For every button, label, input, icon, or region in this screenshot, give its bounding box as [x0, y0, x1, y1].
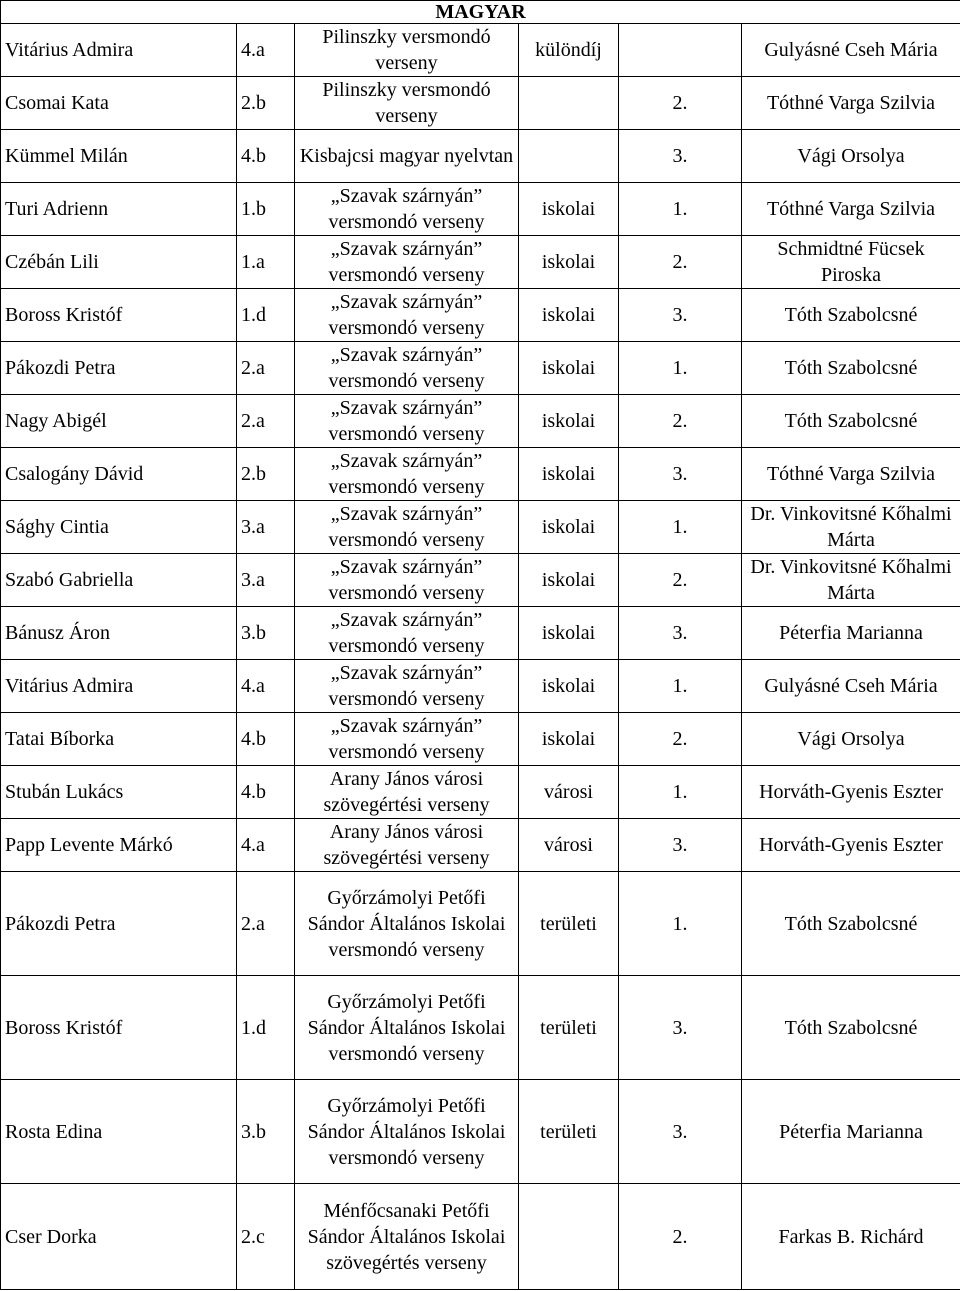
- place-cell: 2.: [619, 395, 742, 448]
- student-name: Turi Adrienn: [1, 183, 237, 236]
- table-row: [1, 448, 960, 501]
- student-name: Stubán Lukács: [1, 766, 237, 819]
- student-name: Cser Dorka: [1, 1184, 237, 1290]
- table-row: [1, 554, 960, 607]
- level-cell: iskolai: [519, 660, 619, 713]
- teacher-cell: Tóth Szabolcsné: [742, 872, 960, 976]
- competition-cell: Ménfőcsanaki Petőfi Sándor Általános Iskolai szövegértés verseny: [295, 1184, 519, 1290]
- teacher-cell: Tóth Szabolcsné: [742, 289, 960, 342]
- place-cell: [619, 24, 742, 77]
- level-cell: iskolai: [519, 236, 619, 289]
- section-title: MAGYAR: [1, 1, 960, 24]
- class-cell: 1.d: [237, 976, 295, 1080]
- place-cell: 1.: [619, 342, 742, 395]
- competition-cell: „Szavak szárnyán” versmondó verseny: [295, 554, 519, 607]
- student-name: Pákozdi Petra: [1, 872, 237, 976]
- table-row: [1, 77, 960, 130]
- table-row: [1, 395, 960, 448]
- class-cell: 2.c: [237, 1184, 295, 1290]
- place-cell: 2.: [619, 554, 742, 607]
- level-cell: [519, 1184, 619, 1290]
- place-cell: 3.: [619, 607, 742, 660]
- teacher-cell: Tóthné Varga Szilvia: [742, 183, 960, 236]
- level-cell: [519, 77, 619, 130]
- level-cell: iskolai: [519, 448, 619, 501]
- class-cell: 1.d: [237, 289, 295, 342]
- competition-cell: „Szavak szárnyán” versmondó verseny: [295, 448, 519, 501]
- table-row: [1, 130, 960, 183]
- table-row: [1, 501, 960, 554]
- class-cell: 4.a: [237, 819, 295, 872]
- class-cell: 4.a: [237, 24, 295, 77]
- competition-cell: Győrzámolyi Petőfi Sándor Általános Iskolai versmondó verseny: [295, 872, 519, 976]
- competition-cell: „Szavak szárnyán” versmondó verseny: [295, 501, 519, 554]
- class-cell: 4.b: [237, 766, 295, 819]
- table-row: [1, 713, 960, 766]
- teacher-cell: Farkas B. Richárd: [742, 1184, 960, 1290]
- competition-cell: „Szavak szárnyán” versmondó verseny: [295, 660, 519, 713]
- table-row: [1, 236, 960, 289]
- place-cell: 2.: [619, 1184, 742, 1290]
- place-cell: 3.: [619, 1080, 742, 1184]
- place-cell: 1.: [619, 660, 742, 713]
- teacher-cell: Péterfia Marianna: [742, 607, 960, 660]
- table-row: [1, 183, 960, 236]
- level-cell: városi: [519, 766, 619, 819]
- level-cell: iskolai: [519, 395, 619, 448]
- table-row: [1, 289, 960, 342]
- class-cell: 2.a: [237, 872, 295, 976]
- teacher-cell: Tóth Szabolcsné: [742, 342, 960, 395]
- class-cell: 3.a: [237, 554, 295, 607]
- teacher-cell: Péterfia Marianna: [742, 1080, 960, 1184]
- place-cell: 1.: [619, 183, 742, 236]
- competition-cell: Győrzámolyi Petőfi Sándor Általános Iskolai versmondó verseny: [295, 976, 519, 1080]
- place-cell: 3.: [619, 448, 742, 501]
- place-cell: 1.: [619, 501, 742, 554]
- student-name: Rosta Edina: [1, 1080, 237, 1184]
- student-name: Sághy Cintia: [1, 501, 237, 554]
- class-cell: 1.b: [237, 183, 295, 236]
- level-cell: területi: [519, 872, 619, 976]
- table-row: [1, 819, 960, 872]
- place-cell: 3.: [619, 289, 742, 342]
- level-cell: iskolai: [519, 183, 619, 236]
- class-cell: 1.a: [237, 236, 295, 289]
- table-body: [1, 1, 960, 1290]
- student-name: Nagy Abigél: [1, 395, 237, 448]
- table-row: [1, 342, 960, 395]
- teacher-cell: Schmidtné Fücsek Piroska: [742, 236, 960, 289]
- teacher-cell: Tóthné Varga Szilvia: [742, 448, 960, 501]
- level-cell: iskolai: [519, 607, 619, 660]
- table-row: [1, 872, 960, 976]
- table-row: [1, 976, 960, 1080]
- student-name: Boross Kristóf: [1, 976, 237, 1080]
- section-header-row: [1, 1, 960, 24]
- level-cell: iskolai: [519, 554, 619, 607]
- level-cell: iskolai: [519, 501, 619, 554]
- competition-cell: „Szavak szárnyán” versmondó verseny: [295, 342, 519, 395]
- student-name: Pákozdi Petra: [1, 342, 237, 395]
- class-cell: 3.b: [237, 607, 295, 660]
- competition-cell: Pilinszky versmondó verseny: [295, 77, 519, 130]
- level-cell: különdíj: [519, 24, 619, 77]
- place-cell: 3.: [619, 130, 742, 183]
- competition-cell: „Szavak szárnyán” versmondó verseny: [295, 607, 519, 660]
- table-row: [1, 660, 960, 713]
- student-name: Csalogány Dávid: [1, 448, 237, 501]
- table-row: [1, 607, 960, 660]
- competition-cell: „Szavak szárnyán” versmondó verseny: [295, 395, 519, 448]
- student-name: Tatai Bíborka: [1, 713, 237, 766]
- competition-cell: Győrzámolyi Petőfi Sándor Általános Iskolai versmondó verseny: [295, 1080, 519, 1184]
- teacher-cell: Dr. Vinkovitsné Kőhalmi Márta: [742, 554, 960, 607]
- place-cell: 3.: [619, 976, 742, 1080]
- table-row: [1, 1184, 960, 1290]
- student-name: Csomai Kata: [1, 77, 237, 130]
- level-cell: iskolai: [519, 342, 619, 395]
- class-cell: 4.b: [237, 130, 295, 183]
- class-cell: 4.b: [237, 713, 295, 766]
- student-name: Kümmel Milán: [1, 130, 237, 183]
- level-cell: iskolai: [519, 713, 619, 766]
- class-cell: 3.b: [237, 1080, 295, 1184]
- competition-cell: Arany János városi szövegértési verseny: [295, 819, 519, 872]
- teacher-cell: Horváth-Gyenis Eszter: [742, 766, 960, 819]
- table-row: [1, 1080, 960, 1184]
- level-cell: iskolai: [519, 289, 619, 342]
- place-cell: 3.: [619, 819, 742, 872]
- student-name: Vitárius Admira: [1, 660, 237, 713]
- place-cell: 2.: [619, 77, 742, 130]
- teacher-cell: Vági Orsolya: [742, 713, 960, 766]
- competition-cell: „Szavak szárnyán” versmondó verseny: [295, 236, 519, 289]
- competition-cell: „Szavak szárnyán” versmondó verseny: [295, 713, 519, 766]
- student-name: Szabó Gabriella: [1, 554, 237, 607]
- teacher-cell: Tóth Szabolcsné: [742, 976, 960, 1080]
- level-cell: városi: [519, 819, 619, 872]
- student-name: Vitárius Admira: [1, 24, 237, 77]
- table-row: [1, 766, 960, 819]
- teacher-cell: Horváth-Gyenis Eszter: [742, 819, 960, 872]
- place-cell: 2.: [619, 713, 742, 766]
- competition-cell: „Szavak szárnyán” versmondó verseny: [295, 183, 519, 236]
- teacher-cell: Tóth Szabolcsné: [742, 395, 960, 448]
- teacher-cell: Dr. Vinkovitsné Kőhalmi Márta: [742, 501, 960, 554]
- student-name: Papp Levente Márkó: [1, 819, 237, 872]
- level-cell: területi: [519, 1080, 619, 1184]
- place-cell: 1.: [619, 872, 742, 976]
- teacher-cell: Gulyásné Cseh Mária: [742, 24, 960, 77]
- student-name: Bánusz Áron: [1, 607, 237, 660]
- teacher-cell: Gulyásné Cseh Mária: [742, 660, 960, 713]
- teacher-cell: Tóthné Varga Szilvia: [742, 77, 960, 130]
- class-cell: 4.a: [237, 660, 295, 713]
- student-name: Boross Kristóf: [1, 289, 237, 342]
- competition-cell: Arany János városi szövegértési verseny: [295, 766, 519, 819]
- class-cell: 3.a: [237, 501, 295, 554]
- student-name: Czébán Lili: [1, 236, 237, 289]
- competition-cell: Pilinszky versmondó verseny: [295, 24, 519, 77]
- teacher-cell: Vági Orsolya: [742, 130, 960, 183]
- class-cell: 2.b: [237, 77, 295, 130]
- class-cell: 2.a: [237, 395, 295, 448]
- competition-cell: „Szavak szárnyán” versmondó verseny: [295, 289, 519, 342]
- competition-cell: Kisbajcsi magyar nyelvtan: [295, 130, 519, 183]
- class-cell: 2.a: [237, 342, 295, 395]
- place-cell: 2.: [619, 236, 742, 289]
- class-cell: 2.b: [237, 448, 295, 501]
- table-row: [1, 24, 960, 77]
- level-cell: [519, 130, 619, 183]
- place-cell: 1.: [619, 766, 742, 819]
- level-cell: területi: [519, 976, 619, 1080]
